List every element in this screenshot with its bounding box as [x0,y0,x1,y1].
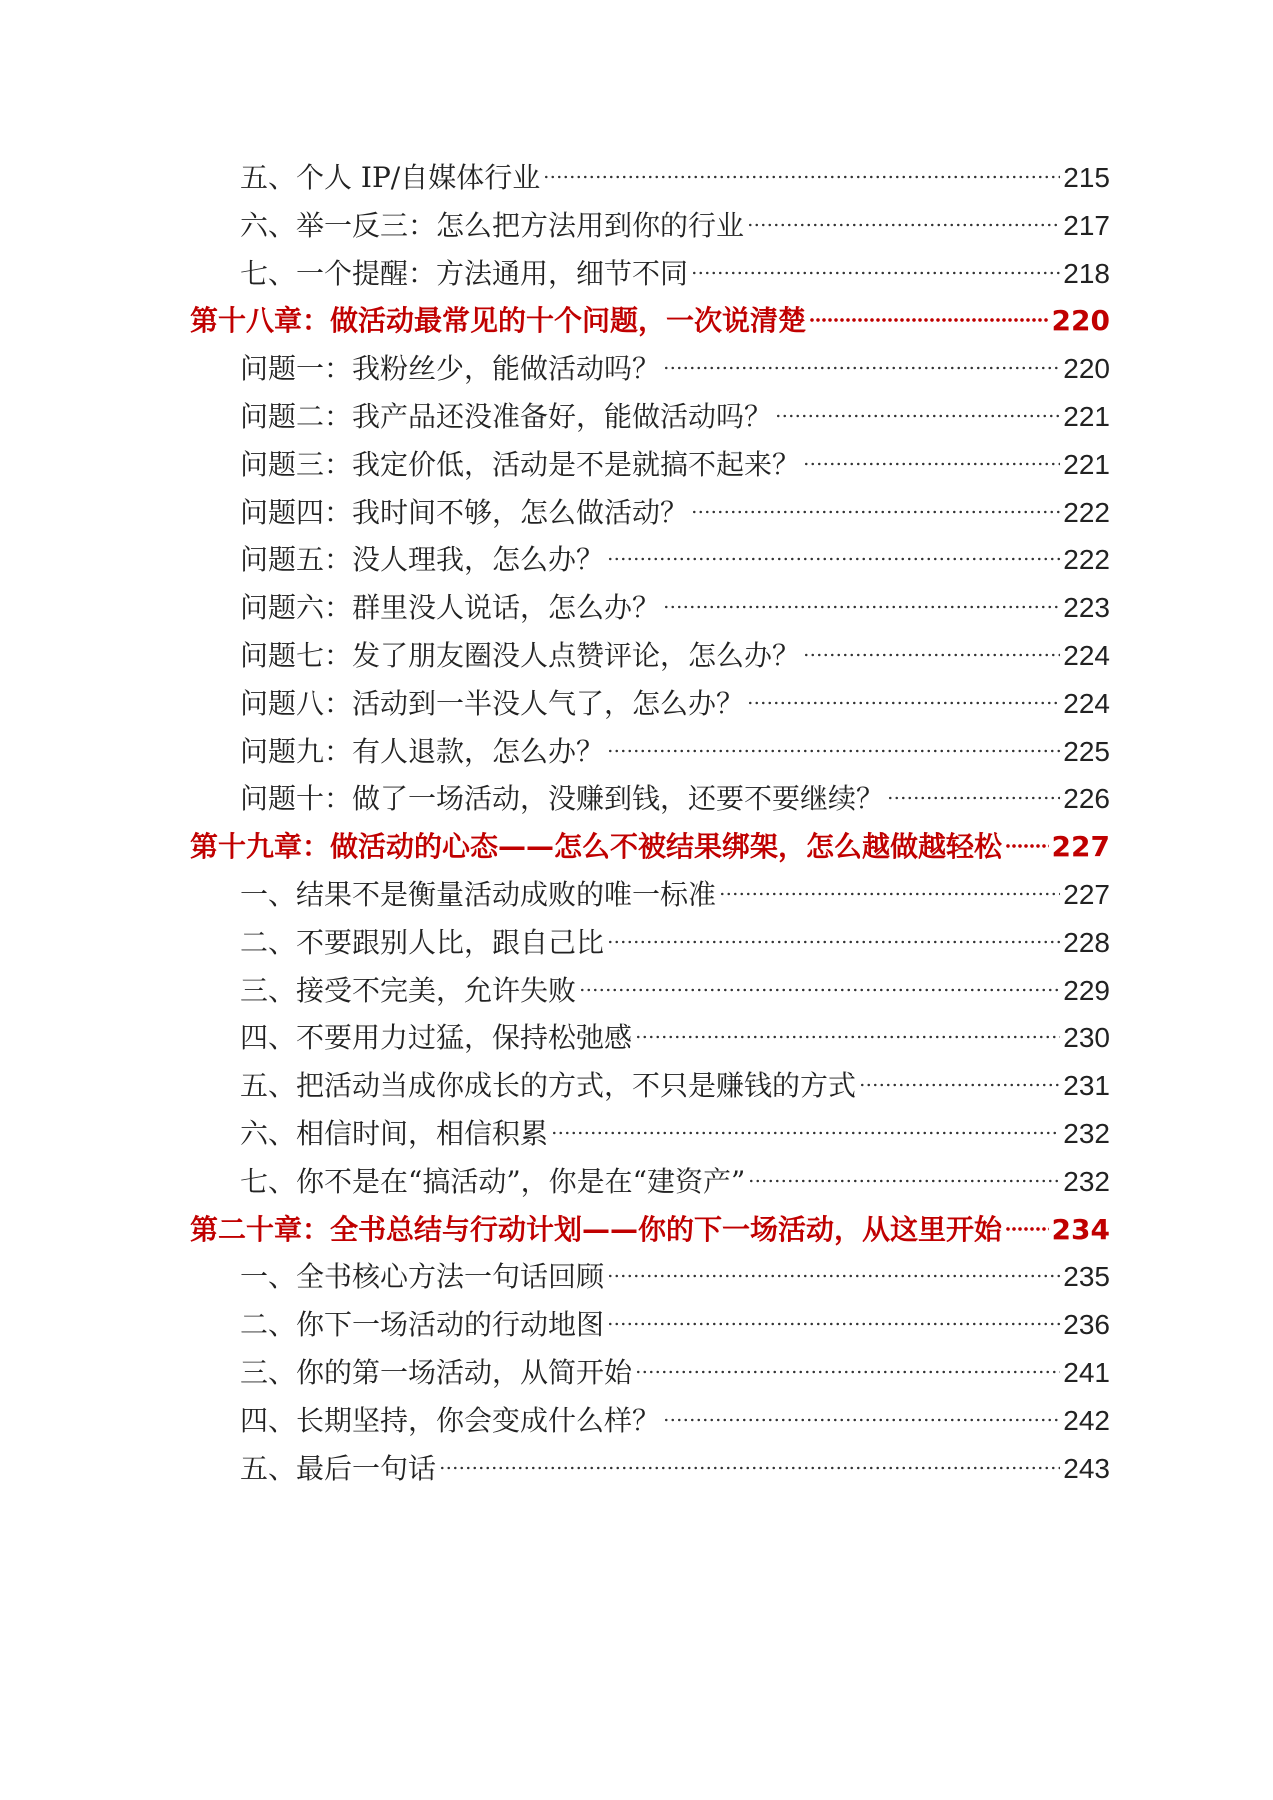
dot-leader [691,271,1060,275]
toc-page-number: 220 [1063,353,1110,385]
toc-section-entry[interactable] [190,489,1110,537]
toc-section-entry[interactable] [190,1445,1110,1493]
toc-page-number: 218 [1063,257,1110,289]
toc-entry-title: 问题一：我粉丝少，能做活动吗？ [240,352,661,386]
dot-leader [803,653,1060,657]
dot-leader [439,1466,1060,1470]
toc-section-entry[interactable] [190,1253,1110,1301]
toc-section-entry[interactable] [190,441,1110,489]
toc-page-number: 227 [1051,830,1110,864]
toc-page-number: 224 [1063,639,1110,671]
toc-entry-title: 问题三：我定价低，活动是不是就搞不起来？ [240,447,801,481]
toc-entry-title: 问题八：活动到一半没人气了，怎么办？ [240,686,745,720]
toc-entry-title: 二、不要跟别人比，跟自己比 [240,925,605,959]
dot-leader [775,414,1060,418]
toc-entry-title: 问题二：我产品还没准备好，能做活动吗？ [240,399,773,433]
toc-chapter-entry[interactable] [190,823,1110,871]
dot-leader [607,557,1060,561]
toc-page-number: 229 [1063,974,1110,1006]
toc-page-number: 236 [1063,1309,1110,1341]
toc-page-number: 235 [1063,1261,1110,1293]
toc-entry-title: 七、一个提醒：方法通用，细节不同 [240,256,689,290]
toc-section-entry[interactable] [190,1014,1110,1062]
dot-leader [635,1370,1060,1374]
toc-entry-title: 三、接受不完美，允许失败 [240,973,577,1007]
toc-page-number: 222 [1063,544,1110,576]
toc-entry-title: 五、个人 IP/自媒体行业 [240,161,541,194]
dot-leader [607,1322,1060,1326]
toc-entry-title: 第二十章：全书总结与行动计划——你的下一场活动，从这里开始 [190,1212,1003,1246]
dot-leader [809,318,1049,322]
toc-page-number: 241 [1063,1356,1110,1388]
toc-page-number: 221 [1063,448,1110,480]
toc-section-entry[interactable] [190,632,1110,680]
toc-section-entry[interactable] [190,1110,1110,1158]
dot-leader [859,1083,1060,1087]
toc-section-entry[interactable] [190,1349,1110,1397]
dot-leader [719,892,1060,896]
toc-entry-title: 第十九章：做活动的心态——怎么不被结果绑架，怎么越做越轻松 [190,830,1003,864]
toc-section-entry[interactable] [190,775,1110,823]
toc-entry-title: 四、不要用力过猛，保持松弛感 [240,1021,633,1055]
dot-leader [607,749,1060,753]
toc-section-entry[interactable] [190,584,1110,632]
toc-section-entry[interactable] [190,1158,1110,1206]
toc-page-number: 234 [1051,1212,1110,1246]
dot-leader [1005,844,1049,848]
toc-entry-title: 三、你的第一场活动，从简开始 [240,1355,633,1389]
toc-page-number: 225 [1063,735,1110,767]
toc-section-entry[interactable] [190,154,1110,202]
toc-page-number: 243 [1063,1452,1110,1484]
dot-leader [607,1274,1060,1278]
toc-chapter-entry[interactable] [190,297,1110,345]
toc-entry-title: 问题七：发了朋友圈没人点赞评论，怎么办？ [240,638,801,672]
toc-page-number: 228 [1063,926,1110,958]
toc-section-entry[interactable] [190,728,1110,776]
toc-section-entry[interactable] [190,1397,1110,1445]
dot-leader [663,1418,1060,1422]
toc-entry-title: 四、长期坚持，你会变成什么样？ [240,1403,661,1437]
toc-page-number: 224 [1063,687,1110,719]
toc-section-entry[interactable] [190,1301,1110,1349]
dot-leader [663,605,1060,609]
toc-entry-title: 一、全书核心方法一句话回顾 [240,1260,605,1294]
toc-page-number: 217 [1063,209,1110,241]
toc-page-number: 220 [1051,304,1110,338]
toc-section-entry[interactable] [190,919,1110,967]
toc-page-number: 223 [1063,592,1110,624]
toc-entry-title: 五、把活动当成你成长的方式，不只是赚钱的方式 [240,1069,857,1103]
toc-page-number: 230 [1063,1022,1110,1054]
dot-leader [1005,1227,1049,1231]
toc-page-number: 242 [1063,1404,1110,1436]
toc-section-entry[interactable] [190,536,1110,584]
toc-section-entry[interactable] [190,1062,1110,1110]
toc-page-number: 232 [1063,1165,1110,1197]
toc-entry-title: 六、相信时间，相信积累 [240,1116,549,1150]
toc-section-entry[interactable] [190,967,1110,1015]
toc-page-number: 226 [1063,783,1110,815]
toc-section-entry[interactable] [190,202,1110,250]
toc-entry-title: 问题六：群里没人说话，怎么办？ [240,591,661,625]
dot-leader [803,462,1060,466]
toc-entry-title: 六、举一反三：怎么把方法用到你的行业 [240,208,745,242]
toc-page-number: 221 [1063,400,1110,432]
dot-leader [691,510,1060,514]
toc-section-entry[interactable] [190,680,1110,728]
toc-page-number: 227 [1063,878,1110,910]
toc-chapter-entry[interactable] [190,1206,1110,1254]
toc-entry-title: 七、你不是在“搞活动”，你是在“建资产” [240,1164,746,1198]
dot-leader [579,988,1060,992]
toc-section-entry[interactable] [190,345,1110,393]
toc-entry-title: 问题四：我时间不够，怎么做活动？ [240,495,689,529]
toc-page-number: 222 [1063,496,1110,528]
toc-section-entry[interactable] [190,871,1110,919]
table-of-contents [190,154,1110,1492]
dot-leader [748,1179,1060,1183]
toc-entry-title: 问题十：做了一场活动，没赚到钱，还要不要继续？ [240,782,885,816]
toc-entry-title: 第十八章：做活动最常见的十个问题，一次说清楚 [190,304,807,338]
toc-page-number: 232 [1063,1117,1110,1149]
toc-entry-title: 一、结果不是衡量活动成败的唯一标准 [240,877,717,911]
toc-entry-title: 五、最后一句话 [240,1451,437,1485]
dot-leader [543,175,1060,179]
dot-leader [607,940,1060,944]
dot-leader [887,796,1060,800]
toc-entry-title: 二、你下一场活动的行动地图 [240,1308,605,1342]
toc-page-number: 231 [1063,1070,1110,1102]
dot-leader [635,1035,1060,1039]
toc-page-number: 215 [1063,162,1110,193]
toc-section-entry[interactable] [190,250,1110,298]
toc-entry-title: 问题九：有人退款，怎么办？ [240,734,605,768]
dot-leader [551,1131,1060,1135]
toc-entry-title: 问题五：没人理我，怎么办？ [240,543,605,577]
dot-leader [663,366,1060,370]
dot-leader [747,701,1060,705]
toc-section-entry[interactable] [190,393,1110,441]
dot-leader [747,223,1060,227]
